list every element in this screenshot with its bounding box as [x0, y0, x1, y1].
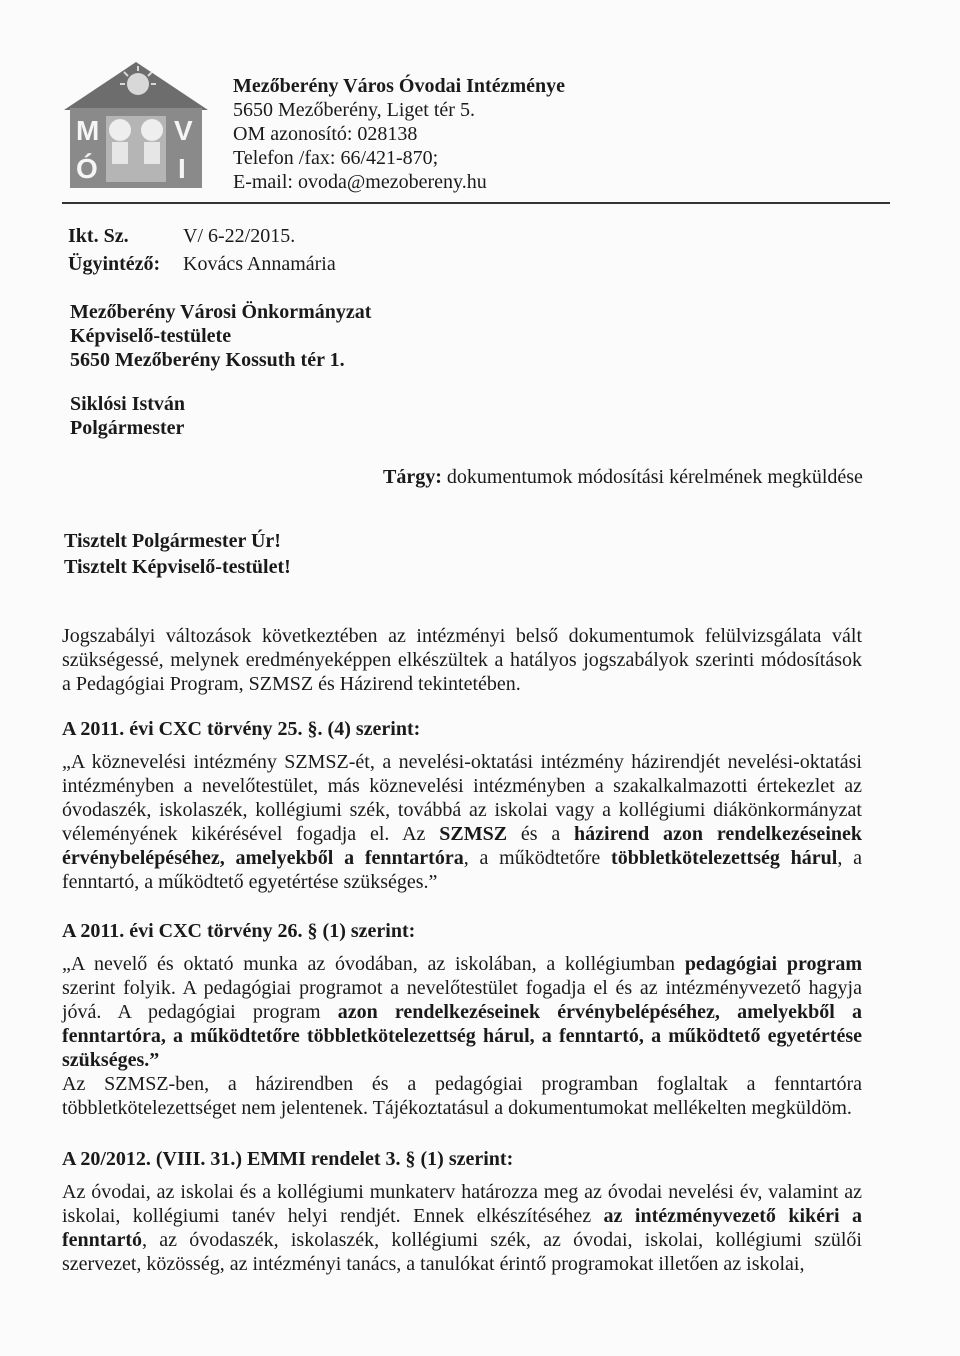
q1-bold-2: házirend azon rendelkezéseinek érvénybelépéséhez, amelyekből a fenntartóra: [62, 823, 862, 869]
q2-bold-2: azon rendelkezéseinek érvénybelépéséhez, amelyekből a fenntartóra, a működtetőre többletkötelezettség hárul, a fenntartó, a működtető egyetértése szükséges.”: [62, 1001, 862, 1071]
ref-label: Ikt. Sz.: [68, 225, 129, 247]
subject-line: [383, 466, 863, 489]
logo-letter-v: V: [174, 115, 193, 146]
logo-letter-m: M: [76, 115, 100, 146]
q1-bold-1: SZMSZ: [439, 823, 508, 845]
org-email: E-mail: ovoda@mezobereny.hu: [233, 171, 487, 193]
greeting-line2: Tisztelt Képviselő-testület!: [64, 556, 291, 578]
q1-text-a: „A köznevelési intézmény SZMSZ-ét, a nevelési-oktatási intézmény házirendjét nevelési-oktatási intézményben a nevelőtestület, más köznevelési intézményben a szakalkalmazotti értekezlet az óvodaszék, iskolaszék, kollégiumi szék, továbbá az iskolai vagy a kollégiumi diákönkormányzat véleményének kikérésével fogadja el. Az: [62, 751, 862, 845]
recipient-line1: Mezőberény Városi Önkormányzat: [70, 301, 372, 323]
section-heading-1: A 2011. évi CXC törvény 25. §. (4) szerint:: [62, 718, 421, 740]
q2-text-c: szerint folyik. A pedagógiai programot a nevelőtestület fogadja el és az intézményvezető hagyja jóvá. A pedagógiai program: [62, 977, 862, 1023]
ref-row: [68, 222, 336, 250]
org-om-id: OM azonosító: 028138: [233, 123, 418, 145]
q1-text-e: , a fenntartó, a működtető egyetértése szükséges.”: [62, 847, 862, 893]
q1-bold-3: többletkötelezettség hárul: [611, 847, 838, 869]
addressee-title: Polgármester: [70, 417, 185, 439]
handler-label: Ügyintéző:: [68, 253, 161, 275]
ref-value: V/ 6-22/2015.: [183, 225, 296, 247]
greeting: [64, 528, 291, 580]
q1-text-c: és a: [507, 823, 575, 845]
recipient-block: [70, 300, 371, 372]
q2-text-a: „A nevelő és oktató munka az óvodában, az iskolában, a kollégiumban: [62, 953, 685, 975]
p4-bold: az intézményvezető kikéri a fenntartó: [62, 1205, 862, 1251]
org-address: 5650 Mezőberény, Liget tér 5.: [233, 99, 475, 121]
org-phone: Telefon /fax: 66/421-870;: [233, 147, 439, 169]
org-name: Mezőberény Város Óvodai Intézménye: [233, 75, 565, 97]
logo-letter-i: I: [178, 153, 186, 184]
quote-paragraph-1: [62, 750, 862, 894]
p4-text-c: , az óvodaszék, iskolaszék, kollégiumi szék, az óvodai, iskolai, kollégiumi szülői szervezet, közösség, az intézményi tanács, a tanulókat érintő programokat illetően az iskolai,: [62, 1229, 862, 1275]
institution-logo: [62, 58, 210, 190]
subject-label: Tárgy:: [383, 466, 442, 488]
greeting-line1: Tisztelt Polgármester Úr!: [64, 530, 281, 552]
addressee-block: [70, 392, 185, 440]
recipient-line3: 5650 Mezőberény Kossuth tér 1.: [70, 349, 345, 371]
handler-value: Kovács Annamária: [183, 253, 336, 275]
intro-paragraph: Jogszabályi változások következtében az intézményi belső dokumentumok felülvizsgálata vált szükségessé, melynek eredményeképpen elkészültek a hatályos jogszabályok szerinti módosítások a Pedagógiai Program, SZMSZ és Házirend tekintetében.: [62, 625, 862, 695]
p4-text-a: Az óvodai, az iskolai és a kollégiumi munkaterv határozza meg az óvodai nevelési év, valamint az iskolai, kollégiumi tanév helyi rendjét. Ennek elkészítéséhez: [62, 1181, 862, 1227]
letterhead: [233, 74, 565, 194]
q1-text-d: , a működtetőre: [463, 847, 612, 869]
subject-text: dokumentumok módosítási kérelmének megküldése: [441, 466, 863, 488]
q2-bold-1: pedagógiai program: [684, 953, 862, 975]
paragraph-3: Az SZMSZ-ben, a házirendben és a pedagógiai programban foglaltak a fenntartóra többletkötelezettséget nem jelentenek. Tájékoztatásul a dokumentumokat mellékelten megküldöm.: [62, 1073, 862, 1119]
section-heading-2: A 2011. évi CXC törvény 26. § (1) szerint:: [62, 920, 416, 942]
letterhead-divider: [62, 202, 890, 204]
addressee-name: Siklósi István: [70, 393, 186, 415]
recipient-line2: Képviselő-testülete: [70, 325, 232, 347]
handler-row: [68, 250, 336, 278]
section-heading-3: A 20/2012. (VIII. 31.) EMMI rendelet 3. § (1) szerint:: [62, 1148, 514, 1170]
logo-letter-o: Ó: [76, 153, 98, 184]
reference-block: [68, 222, 336, 278]
paragraph-4: [62, 1180, 862, 1276]
quote-paragraph-2: [62, 952, 862, 1072]
